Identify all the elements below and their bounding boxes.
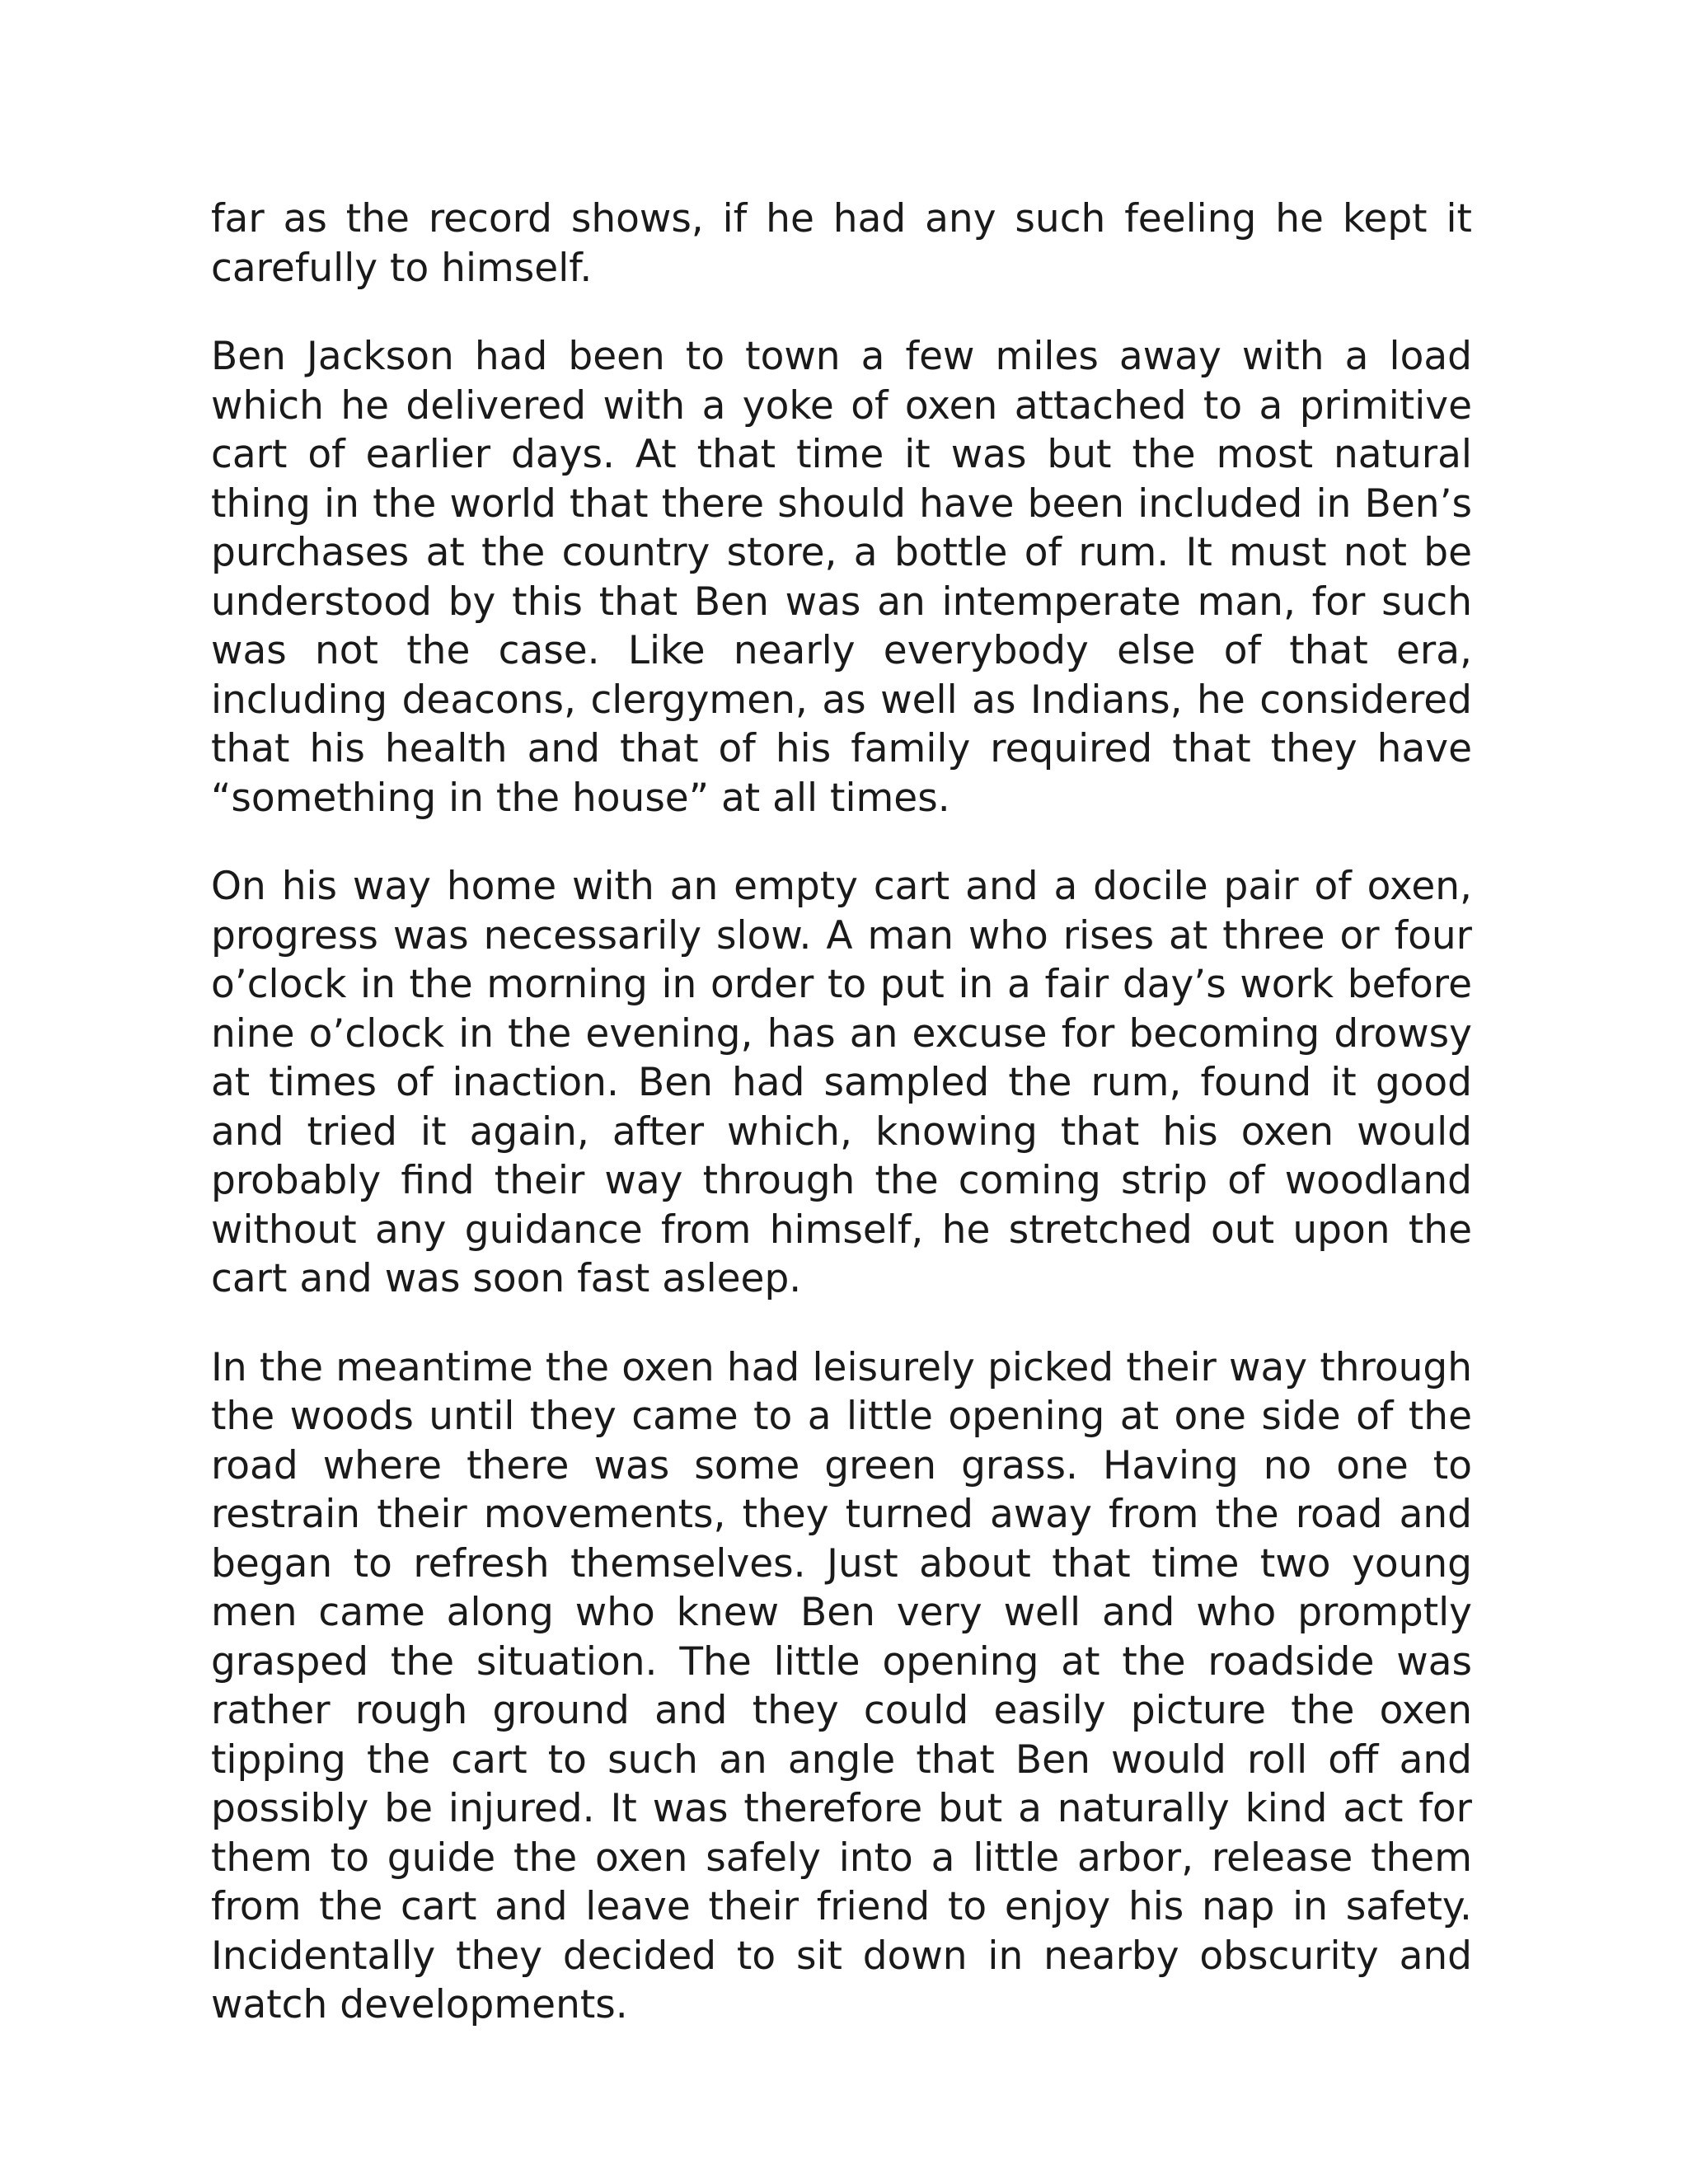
paragraph: On his way home with an empty cart and a docile pair of oxen, progress was necessarily slow. A man who rises at three or four o’clock in the morning in order to put in a fair day’s work before nine o’clock in the evening, has an excuse for becoming drowsy at times of inaction. Ben had sampled the rum, found it good and tried it again, after which, knowing that his oxen would probably find their way through the coming strip of woodland without any guidance from himself, he stretched out upon the cart and was soon fast asleep. bbox=[211, 864, 1472, 1301]
page-body bbox=[211, 194, 1472, 2069]
paragraph: far as the record shows, if he had any such feeling he kept it carefully to himself. bbox=[211, 196, 1472, 291]
paragraph: In the meantime the oxen had leisurely picked their way through the woods until they came to a little opening at one side of the road where there was some green grass. Having no one to restrain their movements, they turned away from the road and began to refresh themselves. Just about that time two young men came along who knew Ben very well and who promptly grasped the situation. The little opening at the roadside was rather rough ground and they could easily picture the oxen tipping the cart to such an angle that Ben would roll off and possibly be injured. It was therefore but a naturally kind act for them to guide the oxen safely into a little arbor, release them from the cart and leave their friend to enjoy his nap in safety. Incidentally they decided to sit down in nearby obscurity and watch developments. bbox=[211, 1344, 1472, 2027]
paragraph: Ben Jackson had been to town a few miles away with a load which he delivered with a yoke of oxen attached to a primitive cart of earlier days. At that time it was but the most natural thing in the world that there should have been included in Ben’s purchases at the country store, a bottle of rum. It must not be understood by this that Ben was an intemperate man, for such was not the case. Like nearly everybody else of that era, including deacons, clergymen, as well as Indians, he considered that his health and that of his family required that they have “something in the house” at all times. bbox=[211, 334, 1472, 821]
